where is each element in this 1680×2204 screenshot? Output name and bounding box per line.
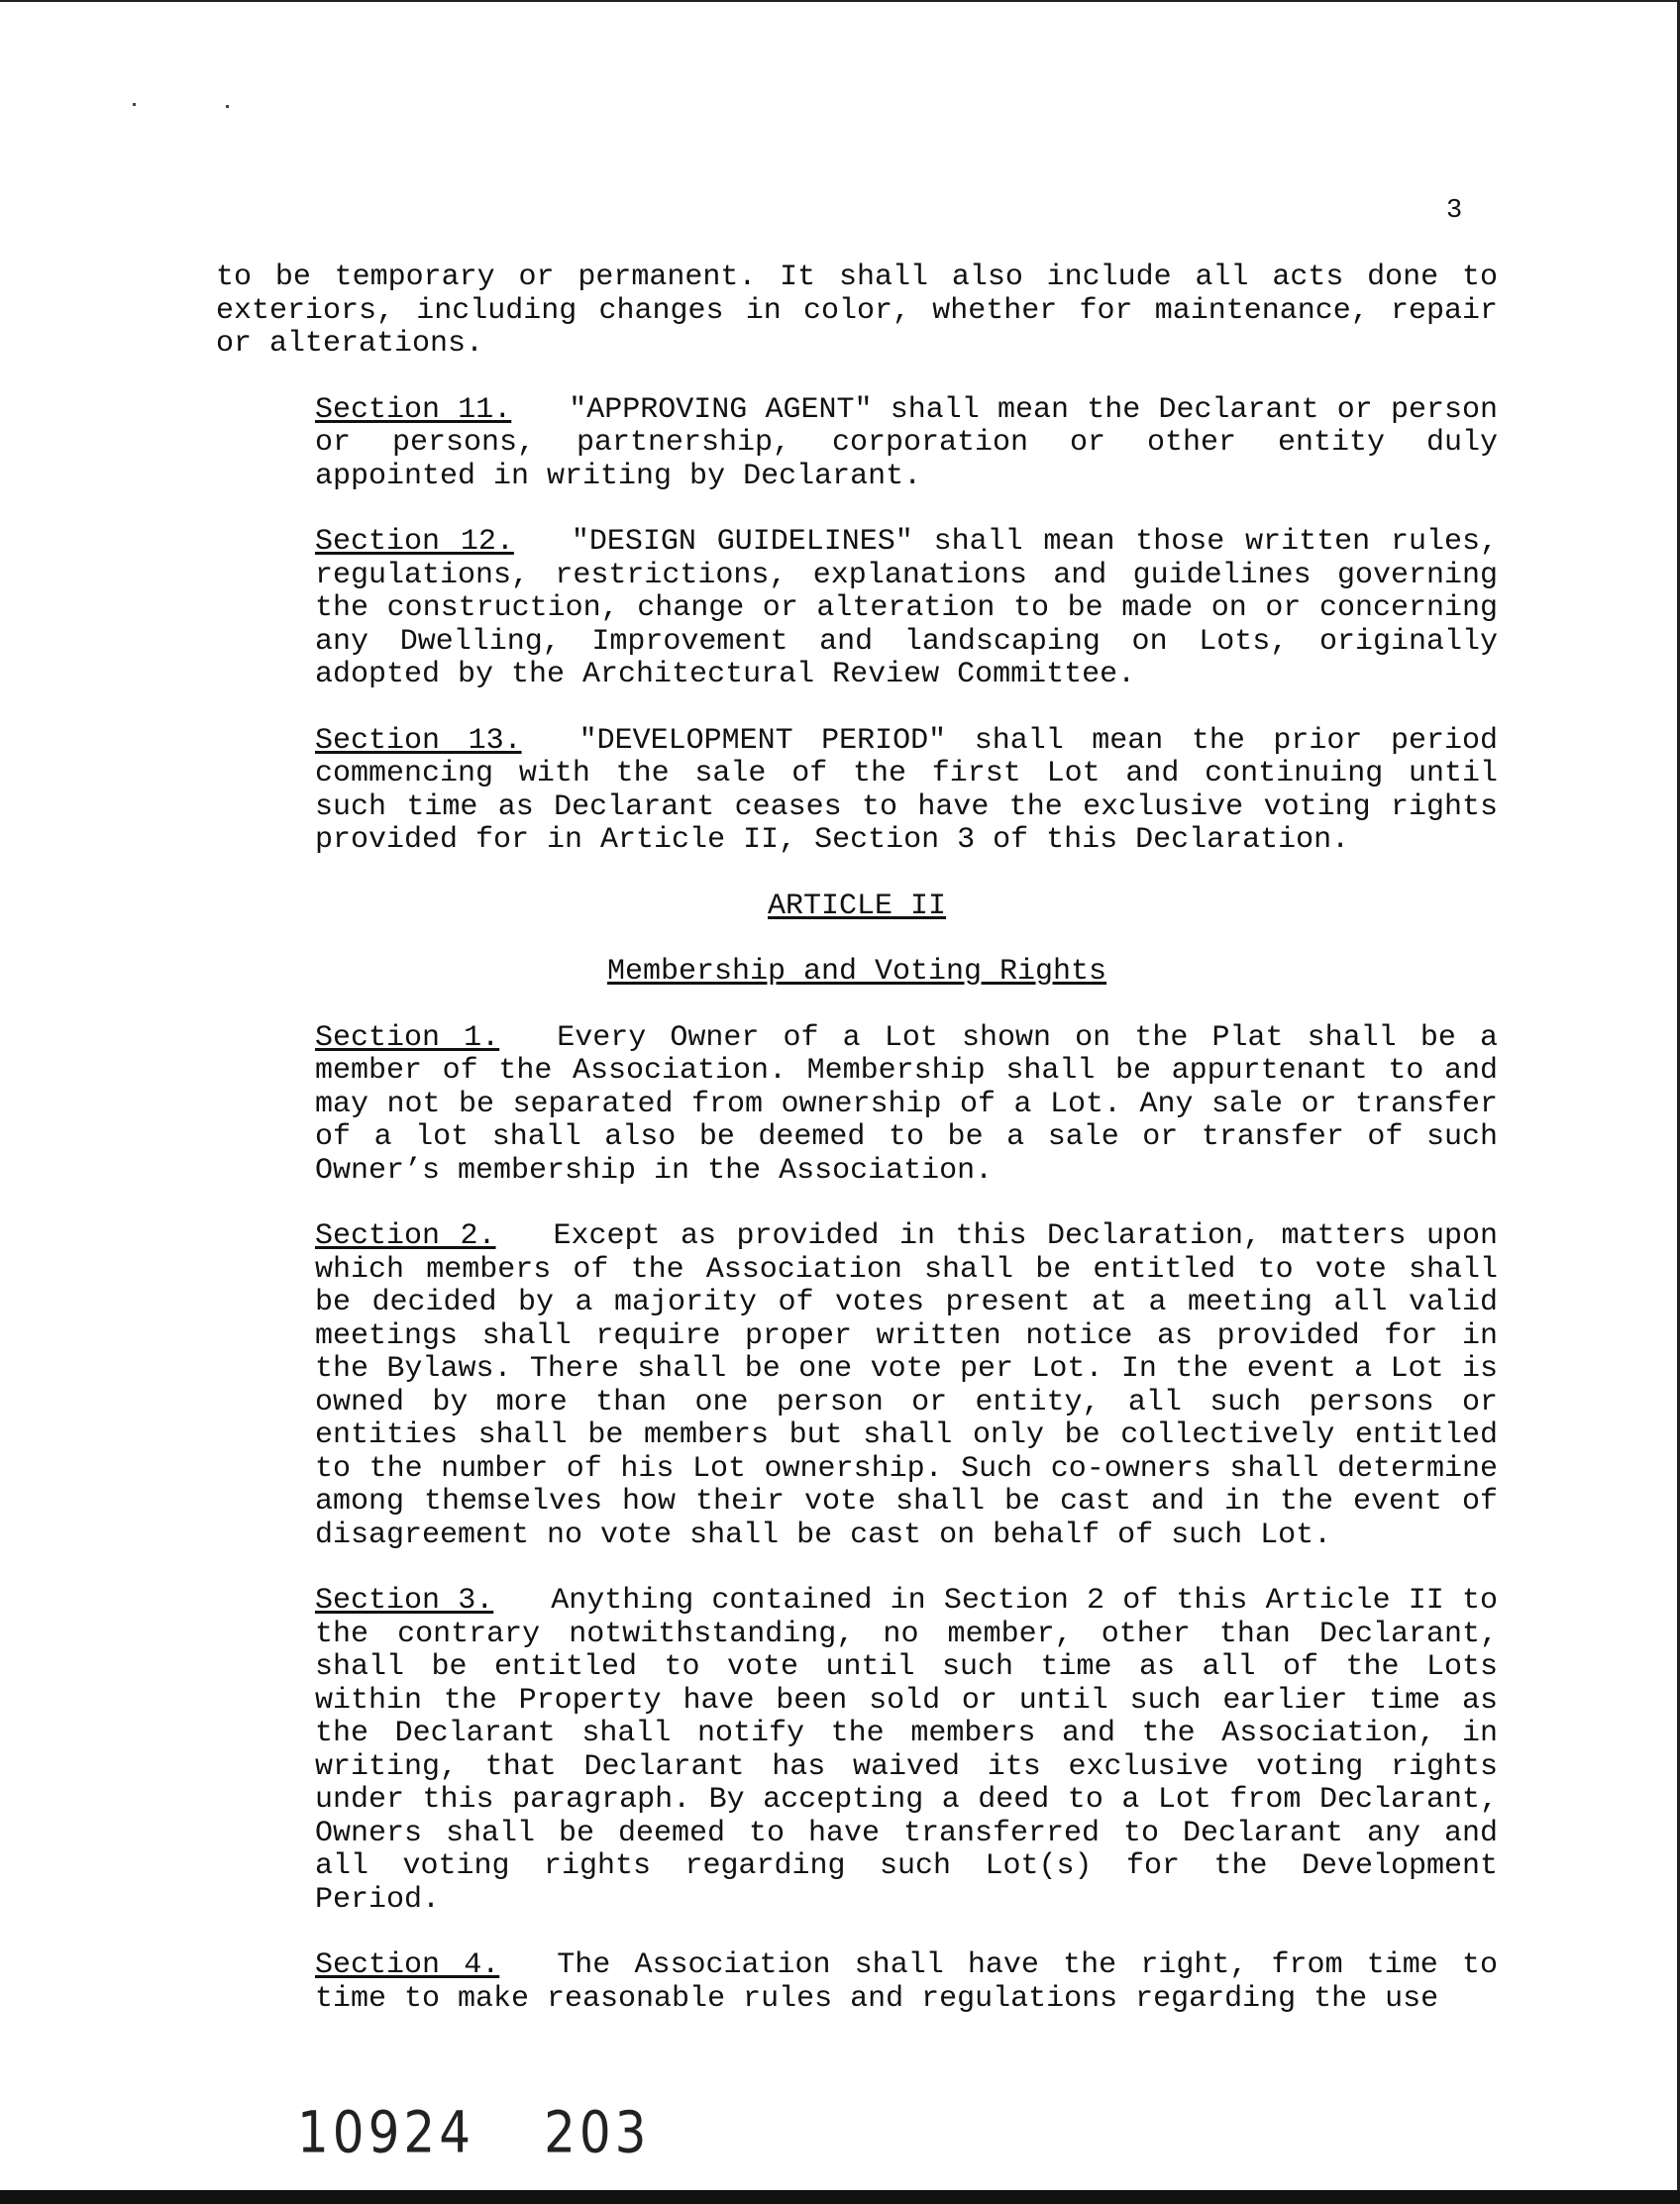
article2-section-1 — [216, 1022, 1498, 1189]
scan-speck — [226, 105, 229, 108]
section-label: Section 12. — [315, 525, 514, 559]
article-heading: ARTICLE II — [767, 889, 947, 923]
section-label: Section 3. — [315, 1584, 494, 1618]
article2-section-3 — [216, 1585, 1498, 1917]
article2-section-4 — [216, 1949, 1498, 2016]
section-text: The Association shall have the right, from time to time to make reasonable rules and regulations regarding the use — [315, 1948, 1498, 2016]
section-11 — [216, 394, 1498, 494]
section-label: Section 2. — [315, 1219, 496, 1253]
document-body — [216, 262, 1498, 2048]
section-text: "APPROVING AGENT" shall mean the Declarant or person or persons, partnership, corporation or other entity duly appointed in writing by Declarant. — [315, 392, 1498, 493]
scan-speck — [133, 103, 136, 106]
section-label: Section 4. — [315, 1948, 500, 1982]
section-text: Every Owner of a Lot shown on the Plat shall be a member of the Association. Membership shall be appurtenant to and may not be separated from ownership of a Lot. Any sale or transfer of a lot shall also be deemed to be a sale or transfer of such Owner’s membership in the Association. — [315, 1020, 1498, 1188]
section-text: "DESIGN GUIDELINES" shall mean those written rules, regulations, restrictions, explanations and guidelines governing the construction, change or alteration to be made on or concerning any Dwelling, Improvement and landscaping on Lots, originally adopted by the Architectural Review Committee. — [315, 525, 1498, 691]
section-label: Section 1. — [315, 1020, 500, 1055]
section-text: Except as provided in this Declaration, matters upon which members of the Association shall be entitled to vote shall be decided by a majority of votes present at a meeting all valid meetings shall require proper written notice as provided for in the Bylaws. There shall be one vote per Lot. In the event a Lot is owned by more than one person or entity, all such persons or entities shall be members but shall only be collectively entitled to the number of his Lot ownership. Such co-owners shall determine among themselves how their vote shall be cast and in the event of disagreement no vote shall be cast on behalf of such Lot. — [315, 1219, 1499, 1552]
page-number: 3 — [1446, 196, 1463, 226]
intro-paragraph: to be temporary or permanent. It shall also include all acts done to exteriors, including changes in color, whether for maintenance, repair or alterations. — [216, 261, 1498, 361]
article-subheading: Membership and Voting Rights — [606, 955, 1107, 989]
section-label: Section 11. — [315, 392, 512, 427]
section-13 — [216, 725, 1498, 858]
section-text: "DEVELOPMENT PERIOD" shall mean the prior period commencing with the sale of the first Lot and continuing until such time as Declarant ceases to have the exclusive voting rights provided for in Article II, Section 3 of this Declaration. — [315, 723, 1498, 857]
scan-edge-top — [0, 0, 1680, 2]
recording-book-number: 10924 — [297, 2099, 475, 2166]
section-12 — [216, 526, 1498, 692]
section-text: Anything contained in Section 2 of this Article II to the contrary notwithstanding, no member, other than Declarant, shall be entitled to vote until such time as all of the Lots within the Property have been sold or until such earlier time as the Declarant shall notify the members and the Association, in writing, that Declarant has waived its exclusive voting rights under this paragraph. By accepting a deed to a Lot from Declarant, Owners shall be deemed to have transferred to Declarant any and all voting rights regarding such Lot(s) for the Development Period. — [315, 1584, 1499, 1917]
scan-edge-bottom — [0, 2190, 1680, 2204]
article2-section-2 — [216, 1220, 1498, 1552]
recording-stamp — [297, 2100, 651, 2166]
section-label: Section 13. — [315, 723, 522, 758]
recording-page-number: 203 — [544, 2099, 651, 2166]
